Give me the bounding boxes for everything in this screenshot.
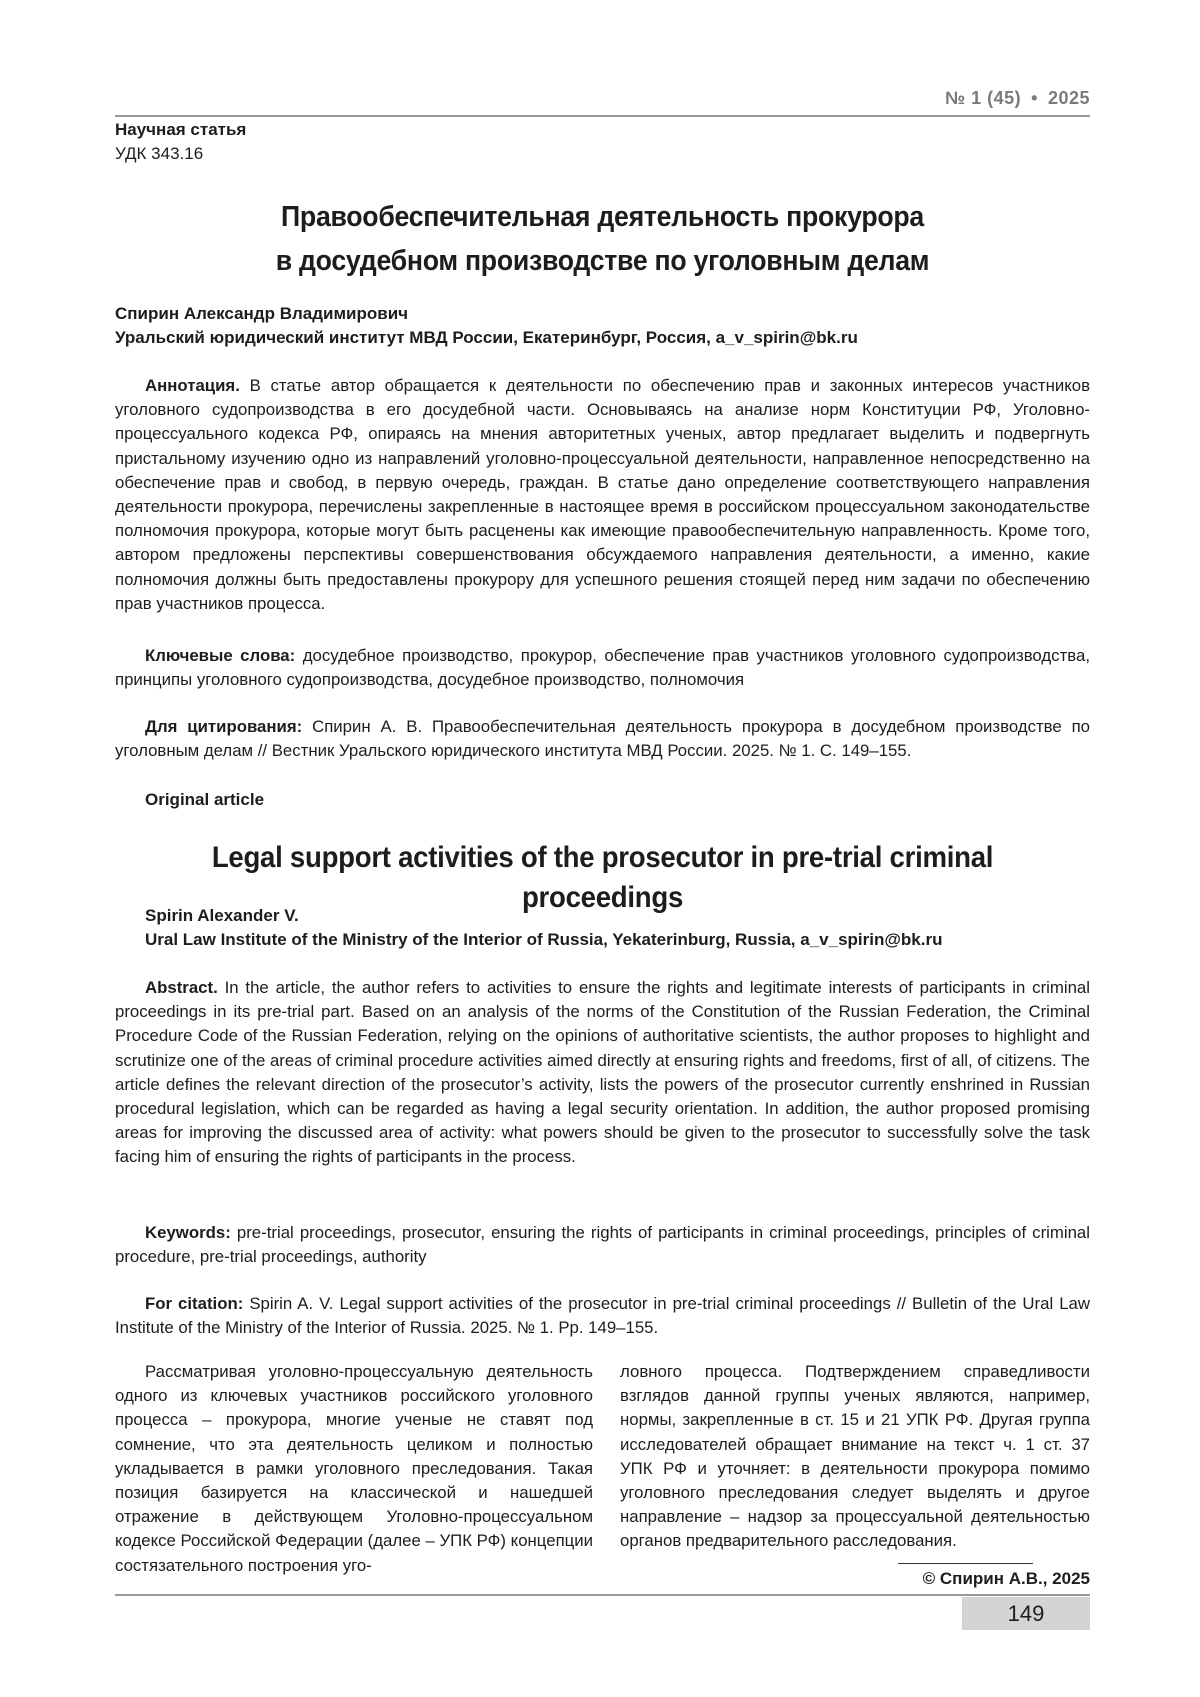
issue-number: № 1 (45) (945, 88, 1022, 108)
abstract-en-label: Abstract. (145, 978, 218, 997)
keywords-ru (115, 644, 1090, 692)
body-column-right: ловного процесса. Подтверждением справедливости взглядов данной группы ученых являются, например, нормы, закрепленные в ст. 15 и 21 УПК РФ. Другая группа исследователей обращает внимание на текст ч. 1 ст. 37 УПК РФ и уточняет: в деятельности прокурора помимо уголовного преследования следует выделять и другое направление – надзор за процессуальной деятельностью органов предварительного расследования. (620, 1362, 1090, 1551)
keywords-en-label: Keywords: (145, 1223, 231, 1242)
article-type-en: Original article (145, 790, 265, 809)
page-number: 149 (962, 1597, 1090, 1630)
citation-en-text: Spirin A. V. Legal support activities of the prosecutor in pre-trial criminal proceedings // Bulletin of the Ural Law Institute of the Ministry of the Interior of Russia. 2025. № 1. Pp. 149–155. (115, 1294, 1090, 1338)
author-ru: Спирин Александр Владимирович (115, 304, 409, 323)
footer-rule (115, 1594, 1090, 1596)
citation-ru-text: Спирин А. В. Правообеспечительная деятельность прокурора в досудебном производстве по уголовным делам // Вестник Уральского юридического института МВД России. 2025. № 1. С. 149–155. (115, 717, 1091, 761)
copyright-rule (898, 1563, 1033, 1564)
copyright-notice: © Спирин А.В., 2025 (922, 1569, 1090, 1588)
abstract-ru-text: В статье автор обращается к деятельности по обеспечению прав и законных интересов участников уголовного судопроизводства в его досудебной части. Основываясь на анализе норм Конституции РФ, Уголовно-процессуального кодекса РФ, опираясь на мнения авторитетных ученых, автор предлагает выделить и подвергнуть пристальному изучению одно из направлений уголовно-процессуальной деятельности, направленное непосредственно на обеспечение прав и свобод, в первую очередь, граждан. В статье дано определение соответствующего направления деятельности прокурора, перечислены закрепленные в настоящее время в российском процессуальном законодательстве полномочия прокурора, которые могут быть расценены как имеющие правообеспечительную направленность. Кроме того, автором предложены перспективы совершенствования обсуждаемого направления деятельности, а именно, какие полномочия должны быть предоставлены прокурору для успешного решения стоящей перед ним задачи по обеспечению прав участников процесса. (115, 376, 1090, 613)
header-rule (115, 115, 1090, 117)
citation-ru (115, 715, 1090, 763)
body-column-left: Рассматривая уголовно-процессуальную деятельность одного из ключевых участников российского уголовного процесса – прокурора, многие ученые не ставят под сомнение, что эта деятельность целиком и полностью укладывается в рамки уголовного преследования. Такая позиция базируется на классической и нашедшей отражение в действующем Уголовно-процессуальном кодексе Российской Федерации (далее – УПК РФ) концепции состязательного построения уго- (115, 1362, 594, 1575)
title-ru-line2: в досудебном производстве по уголовным делам (275, 245, 930, 277)
keywords-ru-label: Ключевые слова: (145, 646, 296, 665)
keywords-en-text: pre-trial proceedings, prosecutor, ensuring the rights of participants in criminal proceedings, principles of criminal procedure, pre-trial proceedings, authority (115, 1223, 1090, 1267)
keywords-en (115, 1221, 1090, 1269)
title-ru-line1: Правообеспечительная деятельность прокурора (281, 201, 924, 233)
article-type-ru: Научная статья (115, 120, 247, 139)
citation-en (115, 1292, 1090, 1340)
affiliation-en: Ural Law Institute of the Ministry of the Interior of Russia, Yekaterinburg, Russia, a_v_spirin@bk.ru (145, 930, 943, 949)
author-en: Spirin Alexander V. (145, 906, 299, 925)
journal-issue-header (945, 88, 1090, 109)
article-title-ru (154, 195, 1051, 283)
issue-year: 2025 (1047, 88, 1090, 108)
abstract-en-text: In the article, the author refers to activities to ensure the rights and legitimate interests of participants in criminal proceedings in its pre-trial part. Based on an analysis of the norms of the Constitution of the Russian Federation, the Criminal Procedure Code of the Russian Federation, relying on the opinions of authoritative scientists, the author proposes to highlight and scrutinize one of the areas of criminal procedure activities aimed directly at ensuring rights and freedoms, first of all, of citizens. The article defines the relevant direction of the prosecutor’s activity, lists the powers of the prosecutor currently enshrined in Russian procedural legislation, which can be regarded as having a legal security orientation. In addition, the author proposed promising areas for improving the discussed area of activity: what powers should be given to the prosecutor to successfully solve the task facing him of ensuring the rights of participants in the process. (115, 978, 1090, 1167)
abstract-en (115, 976, 1090, 1170)
udc-code: УДК 343.16 (115, 144, 204, 163)
abstract-ru (115, 374, 1090, 616)
keywords-ru-text: досудебное производство, прокурор, обеспечение прав участников уголовного судопроизводства, принципы уголовного судопроизводства, досудебное производство, полномочия (115, 646, 1090, 690)
separator-dot: • (1031, 88, 1038, 108)
affiliation-ru: Уральский юридический институт МВД России, Екатеринбург, Россия, a_v_spirin@bk.ru (115, 328, 858, 347)
article-title-en: Legal support activities of the prosecutor in pre-trial criminal proceedings (211, 841, 994, 914)
citation-ru-label: Для цитирования: (145, 717, 303, 736)
citation-en-label: For citation: (145, 1294, 244, 1313)
abstract-ru-label: Аннотация. (145, 376, 240, 395)
